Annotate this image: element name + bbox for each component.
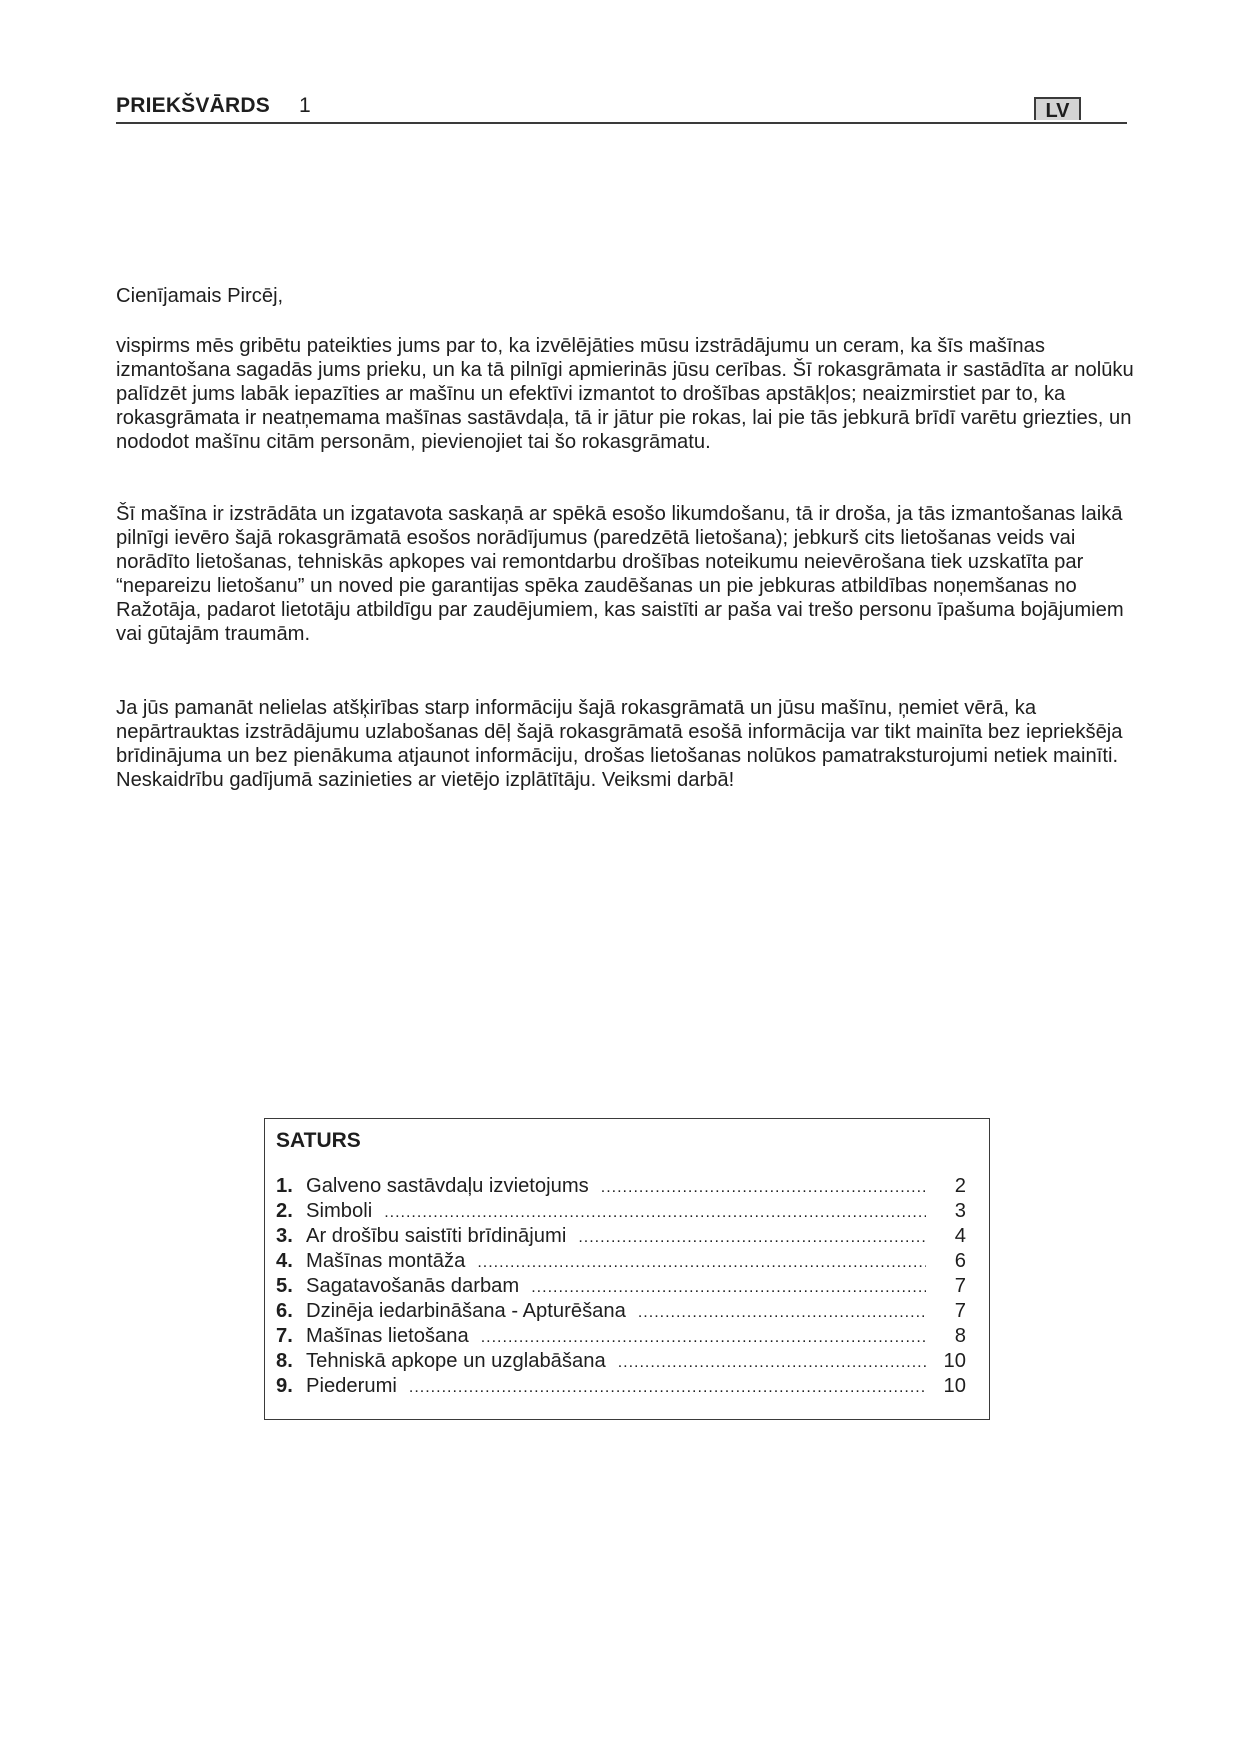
toc-item-number: 2.	[276, 1200, 293, 1222]
toc-item-page: 7	[954, 1275, 966, 1297]
paragraph-intro: vispirms mēs gribētu pateikties jums par to, ka izvēlējāties mūsu izstrādājumu un ceram, ka šīs mašīnas izmantošana sagadās jums prieku, un ka tā pilnīgi apmierinās jūsu cerības. Šī rokasgrāmata ir sastādīta ar nolūku palīdzēt jums labāk iepazīties ar mašīnu un efektīvi izmantot to drošības apstākļos; neaizmirstiet par to, ka rokasgrāmata ir neatņemama mašīnas sastāvdaļa, tā ir jātur pie rokas, lai pie tās jebkurā brīdī varētu griezties, un nododot mašīnu citām personām, pievienojiet tai šo rokasgrāmatu.	[116, 335, 1134, 453]
page-header	[116, 92, 1127, 124]
toc-item[interactable]	[276, 1375, 966, 1400]
toc-leader-dots	[531, 1279, 926, 1297]
table-of-contents	[264, 1118, 990, 1420]
toc-item-page: 3	[954, 1200, 966, 1222]
toc-item[interactable]	[276, 1250, 966, 1275]
toc-item-label: Sagatavošanās darbam	[306, 1275, 520, 1297]
toc-item-number: 9.	[276, 1375, 293, 1397]
toc-item-number: 3.	[276, 1225, 293, 1247]
toc-item[interactable]	[276, 1350, 966, 1375]
paragraph-safety: Šī mašīna ir izstrādāta un izgatavota saskaņā ar spēkā esošo likumdošanu, tā ir droša, ja tās izmantošanas laikā pilnīgi ievēro šajā rokasgrāmatā esošos norādījumus (paredzētā lietošana); jebkurš cits lietošanas veids vai norādīto lietošanas, tehniskās apkopes vai remontdarbu drošības noteikumu neievērošana tiek uzskatīta par “nepareizu lietošanu” un noved pie garantijas spēka zaudēšanas un pie jebkuras atbildības noņemšanas no Ražotāja, padarot lietotāju atbildīgu par zaudējumiem, kas saistīti ar paša vai trešo personu īpašuma bojājumiem vai gūtajām traumām.	[116, 503, 1124, 645]
toc-item[interactable]	[276, 1225, 966, 1250]
page-number: 1	[299, 94, 311, 117]
toc-leader-dots	[409, 1379, 926, 1397]
toc-item[interactable]	[276, 1300, 966, 1325]
toc-item-number: 4.	[276, 1250, 293, 1272]
toc-item-label: Mašīnas montāža	[306, 1250, 466, 1272]
section-title: PRIEKŠVĀRDS	[116, 94, 270, 117]
toc-item-number: 8.	[276, 1350, 293, 1372]
toc-item-label: Simboli	[306, 1200, 373, 1222]
toc-leader-dots	[477, 1254, 926, 1272]
toc-title: SATURS	[276, 1129, 361, 1152]
toc-item[interactable]	[276, 1275, 966, 1300]
toc-leader-dots	[481, 1329, 926, 1347]
toc-item-label: Galveno sastāvdaļu izvietojums	[306, 1175, 589, 1197]
toc-item-page: 6	[954, 1250, 966, 1272]
toc-leader-dots	[384, 1204, 926, 1222]
toc-item-label: Piederumi	[306, 1375, 397, 1397]
toc-leader-dots	[578, 1229, 926, 1247]
toc-item-page: 8	[954, 1325, 966, 1347]
toc-item-page: 10	[943, 1350, 966, 1372]
greeting: Cienījamais Pircēj,	[116, 285, 284, 307]
toc-item-number: 7.	[276, 1325, 293, 1347]
toc-item-label: Dzinēja iedarbināšana - Apturēšana	[306, 1300, 626, 1322]
toc-item-page: 2	[954, 1175, 966, 1197]
toc-item-page: 4	[954, 1225, 966, 1247]
toc-item-number: 6.	[276, 1300, 293, 1322]
toc-leader-dots	[638, 1304, 926, 1322]
toc-item-number: 5.	[276, 1275, 293, 1297]
toc-item-number: 1.	[276, 1175, 293, 1197]
toc-item-label: Tehniskā apkope un uzglabāšana	[306, 1350, 606, 1372]
toc-list	[276, 1175, 966, 1400]
language-badge: LV	[1034, 97, 1081, 120]
toc-item-page: 7	[954, 1300, 966, 1322]
toc-leader-dots	[601, 1179, 926, 1197]
toc-item-page: 10	[943, 1375, 966, 1397]
toc-leader-dots	[618, 1354, 926, 1372]
toc-item-label: Mašīnas lietošana	[306, 1325, 469, 1347]
toc-item[interactable]	[276, 1200, 966, 1225]
toc-item[interactable]	[276, 1325, 966, 1350]
toc-item-label: Ar drošību saistīti brīdinājumi	[306, 1225, 567, 1247]
toc-item[interactable]	[276, 1175, 966, 1200]
paragraph-changes: Ja jūs pamanāt nelielas atšķirības starp informāciju šajā rokasgrāmatā un jūsu mašīnu, ņemiet vērā, ka nepārtrauktas izstrādājumu uzlabošanas dēļ šajā rokasgrāmatā esošā informācija var tikt mainīta bez iepriekšēja brīdinājuma un bez pienākuma atjaunot informāciju, drošas lietošanas nolūkos pamatraksturojumi netiek mainīti. Neskaidrību gadījumā sazinieties ar vietējo izplātītāju. Veiksmi darbā!	[116, 697, 1123, 791]
